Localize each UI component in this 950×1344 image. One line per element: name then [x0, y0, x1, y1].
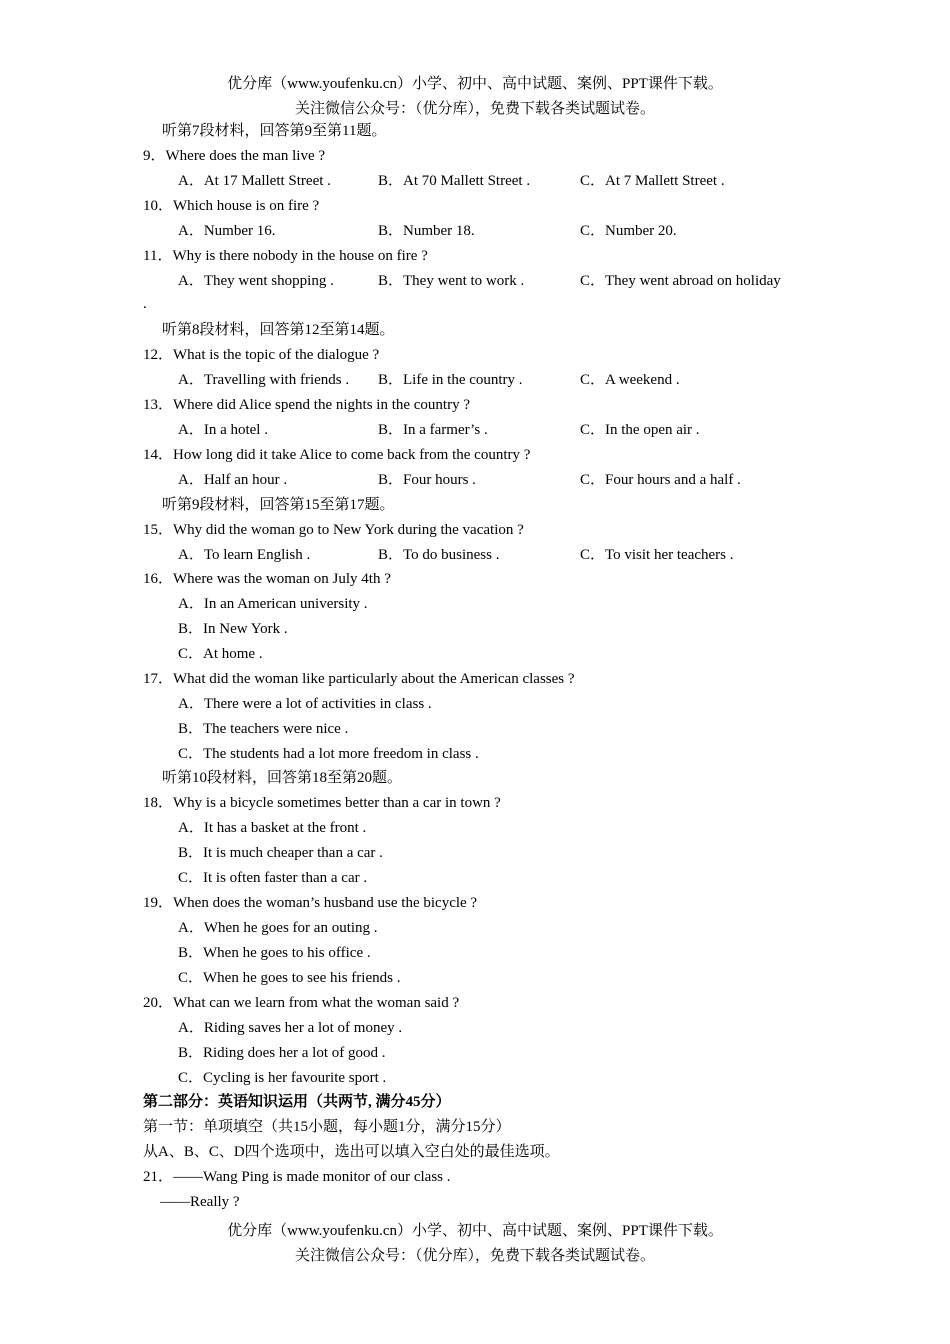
q15-option-c: C．To visit her teachers . [580, 547, 734, 563]
part-2-title: 第二部分：英语知识运用（共两节, 满分45分） [143, 1094, 451, 1110]
q9-option-a: A．At 17 Mallett Street . [178, 173, 331, 189]
q14-option-a: A．Half an hour . [178, 472, 288, 488]
q15-option-a: A．To learn English . [178, 547, 311, 563]
header-line-2: 关注微信公众号：（优分库），免费下载各类试题试卷。 [294, 101, 655, 117]
part-2-section-1-heading: 第一节：单项填空（共15小题，每小题1分，满分15分） [143, 1119, 511, 1135]
section-8-heading: 听第8段材料，回答第12至第14题。 [162, 322, 395, 338]
q11-option-c: C．They went abroad on holiday [580, 273, 781, 289]
q11-option-a: A．They went shopping . [178, 273, 334, 289]
q18-option-c: C．It is often faster than a car . [178, 870, 368, 886]
question-17: 17．What did the woman like particularly about the American classes ? [143, 671, 575, 687]
q17-option-b: B．The teachers were nice . [178, 721, 349, 737]
q12-option-b: B．Life in the country . [378, 372, 523, 388]
q11-option-b: B．They went to work . [378, 273, 525, 289]
question-11: 11．Why is there nobody in the house on fire ? [143, 248, 428, 264]
q17-option-c: C．The students had a lot more freedom in class . [178, 746, 479, 762]
q10-option-a: A．Number 16. [178, 223, 276, 239]
q10-option-c: C．Number 20. [580, 223, 677, 239]
section-9-heading: 听第9段材料，回答第15至第17题。 [162, 497, 395, 513]
question-20: 20．What can we learn from what the woman said ? [143, 995, 460, 1011]
q12-option-c: C．A weekend . [580, 372, 680, 388]
q11-option-c-wrap: . [143, 296, 147, 312]
q12-option-a: A．Travelling with friends . [178, 372, 350, 388]
q14-option-c: C．Four hours and a half . [580, 472, 741, 488]
q14-option-b: B．Four hours . [378, 472, 476, 488]
q20-option-b: B．Riding does her a lot of good . [178, 1045, 386, 1061]
q15-option-b: B．To do business . [378, 547, 500, 563]
q16-option-b: B．In New York . [178, 621, 288, 637]
q19-option-b: B．When he goes to his office . [178, 945, 371, 961]
question-19: 19．When does the woman’s husband use the bicycle ? [143, 895, 478, 911]
section-10-heading: 听第10段材料，回答第18至第20题。 [162, 770, 403, 786]
header-line-1: 优分库（www.youfenku.cn）小学、初中、高中试题、案例、PPT课件下载。 [227, 76, 723, 92]
footer-line-1: 优分库（www.youfenku.cn）小学、初中、高中试题、案例、PPT课件下载。 [227, 1223, 723, 1239]
q19-option-a: A．When he goes for an outing . [178, 920, 378, 936]
part-2-instruction: 从A、B、C、D四个选项中，选出可以填入空白处的最佳选项。 [143, 1144, 560, 1160]
q13-option-b: B．In a farmer’s . [378, 422, 488, 438]
question-18: 18．Why is a bicycle sometimes better than a car in town ? [143, 795, 501, 811]
q18-option-b: B．It is much cheaper than a car . [178, 845, 383, 861]
question-21: 21．——Wang Ping is made monitor of our class . [143, 1169, 451, 1185]
section-7-heading: 听第7段材料，回答第9至第11题。 [162, 123, 387, 139]
q13-option-a: A．In a hotel . [178, 422, 268, 438]
q13-option-c: C．In the open air . [580, 422, 700, 438]
q20-option-a: A．Riding saves her a lot of money . [178, 1020, 403, 1036]
question-12: 12．What is the topic of the dialogue ? [143, 347, 380, 363]
q16-option-a: A．In an American university . [178, 596, 368, 612]
footer-line-2: 关注微信公众号：（优分库），免费下载各类试题试卷。 [294, 1248, 655, 1264]
q16-option-c: C．At home . [178, 646, 263, 662]
q10-option-b: B．Number 18. [378, 223, 475, 239]
q17-option-a: A．There were a lot of activities in class . [178, 696, 432, 712]
question-15: 15．Why did the woman go to New York during the vacation ? [143, 522, 524, 538]
question-13: 13．Where did Alice spend the nights in the country ? [143, 397, 471, 413]
q20-option-c: C．Cycling is her favourite sport . [178, 1070, 387, 1086]
question-21-reply: ——Really ? [160, 1194, 240, 1210]
question-9: 9．Where does the man live ? [143, 148, 326, 164]
q18-option-a: A．It has a basket at the front . [178, 820, 367, 836]
question-14: 14．How long did it take Alice to come back from the country ? [143, 447, 531, 463]
q9-option-b: B．At 70 Mallett Street . [378, 173, 531, 189]
question-10: 10．Which house is on fire ? [143, 198, 320, 214]
q19-option-c: C．When he goes to see his friends . [178, 970, 401, 986]
q9-option-c: C．At 7 Mallett Street . [580, 173, 725, 189]
question-16: 16．Where was the woman on July 4th ? [143, 571, 391, 587]
